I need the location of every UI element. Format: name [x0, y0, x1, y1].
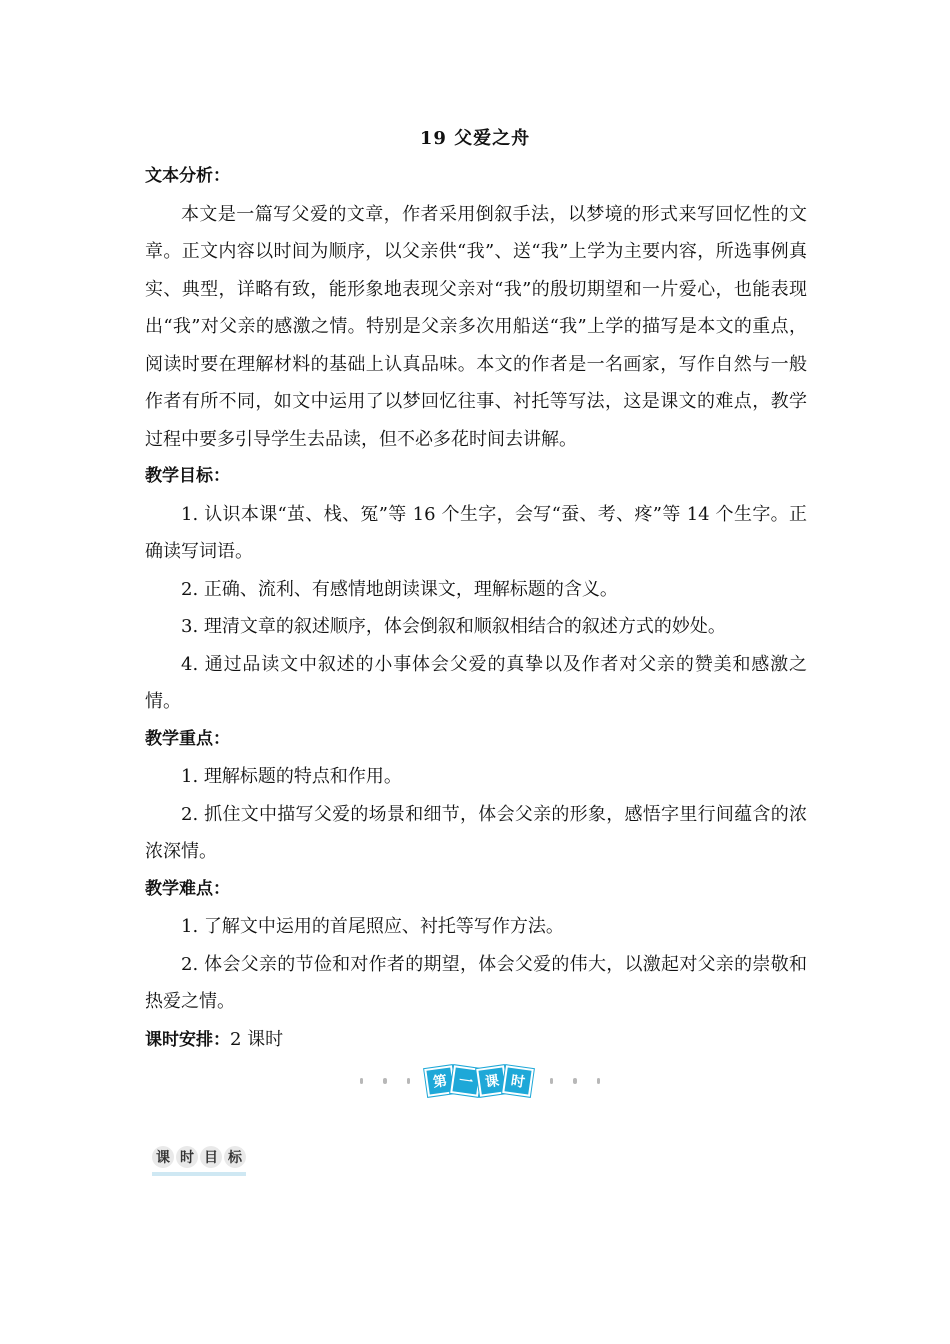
goal-item: 2. 正确、流利、有感情地朗读课文，理解标题的含义。 — [181, 578, 618, 600]
divider-dot — [383, 1078, 386, 1084]
divider-dot — [550, 1078, 553, 1084]
key-point-item: 2. 抓住文中描写父爱的场景和细节，体会父亲的形象，感悟字里行间蕴含的浓浓深情。 — [145, 803, 807, 862]
difficulty-item: 2. 体会父亲的节俭和对作者的期望，体会父爱的伟大，以激起对父亲的崇敬和热爱之情。 — [145, 953, 807, 1012]
lesson-badge-char: 课 — [476, 1065, 508, 1097]
document-body — [145, 158, 807, 1059]
schedule-value: 2 课时 — [230, 1028, 284, 1050]
schedule-line — [145, 1021, 807, 1060]
lesson-goal-label — [152, 1146, 246, 1176]
divider-dot — [360, 1078, 363, 1084]
divider-dot — [597, 1078, 600, 1084]
key-point-item: 1. 理解标题的特点和作用。 — [181, 766, 402, 787]
lesson-badge — [428, 1067, 532, 1095]
section-heading-difficulties: 教学难点： — [145, 878, 230, 899]
section-heading-analysis: 文本分析： — [145, 166, 230, 186]
analysis-paragraph: 本文是一篇写父爱的文章，作者采用倒叙手法，以梦境的形式来写回忆性的文章。正文内容以时间为顺序，以父亲供“我”、送“我”上学为主要内容，所选事例真实、典型，详略有致，能形象地表现父亲对“我”的殷切期望和一片爱心，也能表现出“我”对父亲的感激之情。特别是父亲多次用船送“我”上学的描写是本文的重点，阅读时要在理解材料的基础上认真品味。本文的作者是一名画家，写作自然与一般作者有所不同，如文中运用了以梦回忆往事、衬托等写法，这是课文的难点，教学过程中要多引导学生去品读，但不必多花时间去讲解。 — [145, 203, 807, 450]
page-title: 19 父爱之舟 — [419, 128, 531, 149]
goal-item: 1. 认识本课“茧、栈、冤”等 16 个生字，会写“蚕、考、疼”等 14 个生字。正确读写词语。 — [145, 503, 807, 562]
divider-dot — [407, 1078, 410, 1084]
divider-dot — [573, 1078, 576, 1084]
goal-item: 4. 通过品读文中叙述的小事体会父爱的真挚以及作者对父亲的赞美和感激之情。 — [145, 653, 807, 712]
section-heading-key-points: 教学重点： — [145, 728, 230, 749]
difficulty-item: 1. 了解文中运用的首尾照应、衬托等写作方法。 — [181, 916, 564, 937]
goal-label-char: 标 — [224, 1146, 246, 1168]
lesson-badge-char: 时 — [502, 1065, 534, 1097]
lesson-badge-char: 一 — [450, 1065, 482, 1097]
lesson-badge-char: 第 — [424, 1065, 456, 1097]
lesson-divider — [350, 1066, 610, 1096]
goal-label-char: 时 — [176, 1146, 198, 1168]
section-heading-schedule: 课时安排： — [145, 1029, 230, 1050]
section-heading-goals: 教学目标： — [145, 466, 230, 486]
goal-item: 3. 理清文章的叙述顺序，体会倒叙和顺叙相结合的叙述方式的妙处。 — [181, 616, 726, 637]
goal-label-char: 课 — [152, 1146, 174, 1168]
goal-label-char: 目 — [200, 1146, 222, 1168]
